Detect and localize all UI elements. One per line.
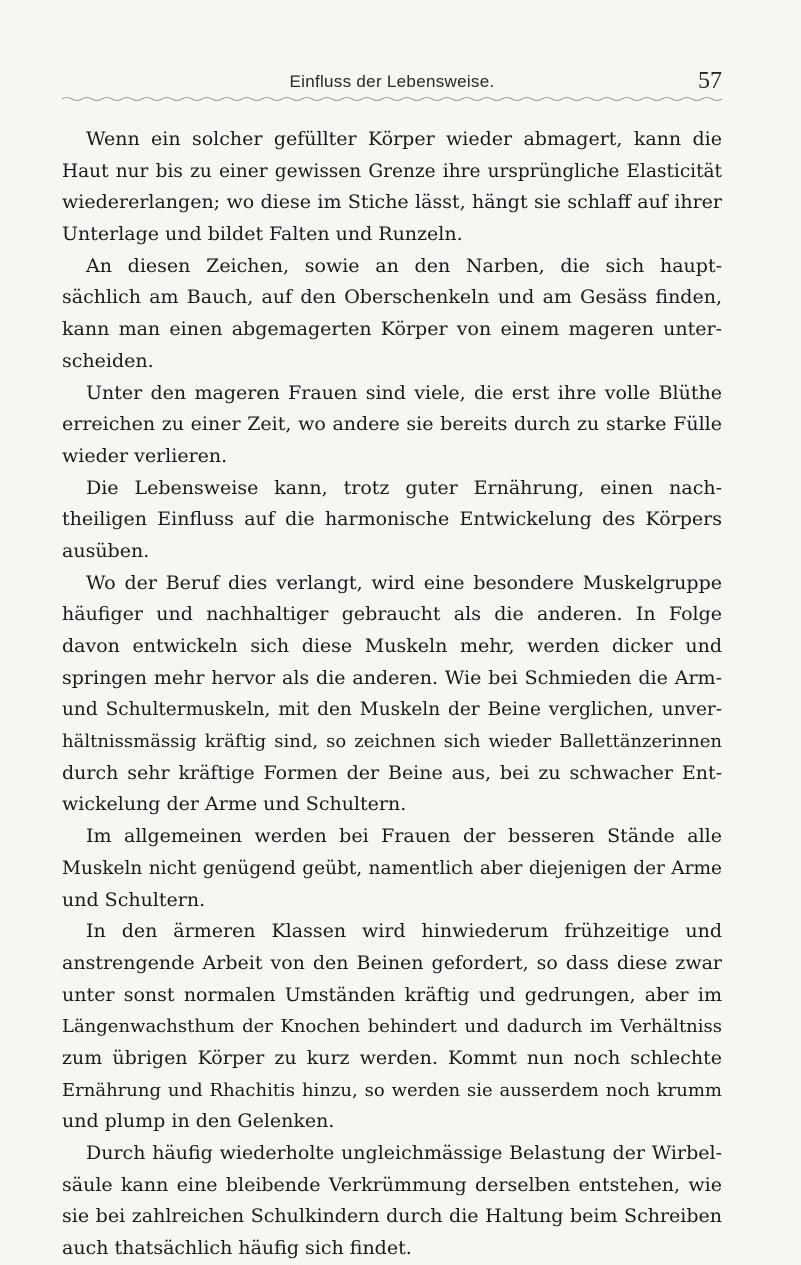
text-line: und Schultermuskeln, mit den Muskeln der Beine verglichen, unver- — [62, 699, 722, 721]
text-line: durch sehr kräftige Formen der Beine aus, bei zu schwacher Ent- — [62, 761, 722, 784]
text-line: Ernährung und Rhachitis hinzu, so werden sie ausserdem noch krumm — [62, 1079, 722, 1101]
text-line: unter sonst normalen Umständen kräftig und gedrungen, aber im — [62, 983, 722, 1006]
text-line: ausüben. — [62, 539, 150, 562]
text-line: zum übrigen Körper zu kurz werden. Kommt nun noch schlechte — [62, 1046, 722, 1069]
paragraph — [62, 821, 722, 916]
paragraph — [62, 124, 722, 251]
paragraph — [62, 473, 722, 568]
text-line: auch thatsächlich häufig sich findet. — [62, 1237, 412, 1260]
body-text — [62, 124, 722, 1265]
text-line: Wenn ein solcher gefüllter Körper wieder abmagert, kann die — [86, 128, 722, 150]
paragraph — [62, 916, 722, 1138]
text-line: Muskeln nicht genügend geübt, namentlich aber diejenigen der Arme — [62, 857, 722, 879]
text-line: wieder verlieren. — [62, 444, 228, 467]
running-head-title: Einfluss der Lebensweise. — [289, 72, 495, 91]
text-line: Wo der Beruf dies verlangt, wird eine besondere Muskelgruppe — [86, 571, 722, 594]
text-line: Durch häufig wiederholte ungleichmässige Belastung der Wirbel- — [86, 1142, 722, 1164]
text-line: sächlich am Bauch, auf den Oberschenkeln und am Gesäss finden, — [62, 286, 722, 309]
text-line: In den ärmeren Klassen wird hinwiederum frühzeitige und — [86, 920, 722, 943]
text-line: Haut nur bis zu einer gewissen Grenze ihre ursprüngliche Elasticität — [62, 160, 722, 182]
text-line: anstrengende Arbeit von den Beinen gefordert, so dass diese zwar — [62, 951, 722, 974]
text-line: wiedererlangen; wo diese im Stiche lässt, hängt sie schlaff auf ihrer — [62, 191, 722, 214]
paragraph — [62, 378, 722, 473]
text-line: theiligen Einfluss auf die harmonische Entwickelung des Körpers — [62, 508, 722, 531]
text-line: Unterlage und bildet Falten und Runzeln. — [62, 223, 463, 246]
text-line: hältnissmässig kräftig sind, so zeichnen sich wieder Ballettänzerinnen — [62, 731, 722, 753]
text-line: erreichen zu einer Zeit, wo andere sie bereits durch zu starke Fülle — [62, 413, 722, 436]
running-head — [62, 68, 722, 104]
text-line: und plump in den Gelenken. — [62, 1110, 335, 1133]
text-line: sie bei zahlreichen Schulkindern durch die Haltung beim Schreiben — [62, 1205, 722, 1228]
text-line: Die Lebensweise kann, trotz guter Ernährung, einen nach- — [86, 476, 722, 499]
page-number: 57 — [698, 68, 722, 94]
text-line: scheiden. — [62, 349, 154, 372]
text-line: Im allgemeinen werden bei Frauen der besseren Stände alle — [86, 825, 722, 848]
text-line: Unter den mageren Frauen sind viele, die erst ihre volle Blüthe — [86, 381, 722, 404]
text-line: wickelung der Arme und Schultern. — [62, 793, 407, 816]
wavy-header-rule — [62, 96, 722, 102]
text-line: davon entwickeln sich diese Muskeln mehr, werden dicker und — [62, 635, 722, 657]
paragraph — [62, 251, 722, 378]
paragraph — [62, 568, 722, 822]
text-line: springen mehr hervor als die anderen. Wie bei Schmieden die Arm- — [62, 666, 722, 689]
text-line: Längenwachsthum der Knochen behindert und dadurch im Verhältniss — [62, 1016, 722, 1038]
paragraph — [62, 1138, 722, 1265]
text-line: kann man einen abgemagerten Körper von einem mageren unter- — [62, 318, 722, 341]
text-line: und Schultern. — [62, 888, 206, 911]
text-line: häufiger und nachhaltiger gebraucht als die anderen. In Folge — [62, 603, 722, 626]
text-line: säule kann eine bleibende Verkrümmung derselben entstehen, wie — [62, 1173, 722, 1196]
text-line: An diesen Zeichen, sowie an den Narben, die sich haupt- — [86, 254, 722, 277]
